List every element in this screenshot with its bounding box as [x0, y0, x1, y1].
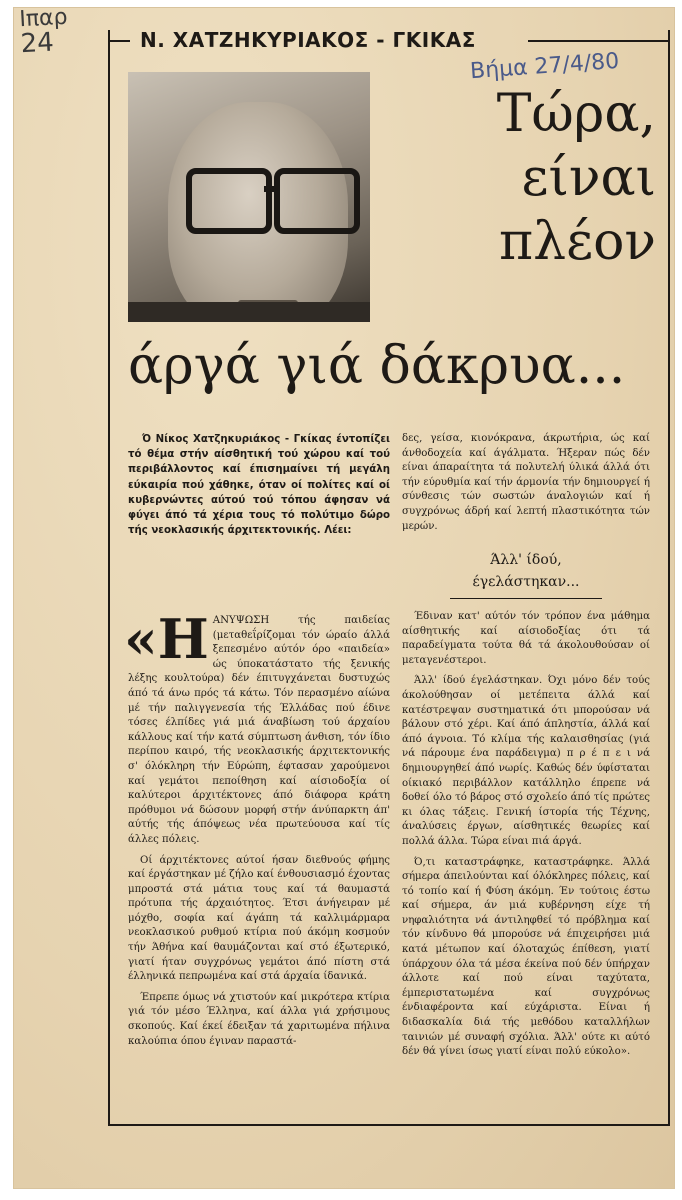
body-paragraph-3: Έπρεπε όμως νά χτιστούν καί μικρότερα κτίρια γιά τόν μέσο Έλληνα, καί άλλα γιά χρήσιμους σκοπούς. Καί έκεί έδειξαν τά χαριτωμένα πήλινα καλούπια όπου έγιναν παραστά-: [128, 991, 390, 1047]
subheading-rule: [450, 598, 602, 599]
subheading-line-2: έγελάστηκαν...: [472, 574, 580, 590]
right-paragraph-1: Έδιναν κατ' αύτόν τόν τρόπον ένα μάθημα αίσθητικής καί αίσιοδοξίας ότι τά παραδείγματα τούτα θά τά άκολουθούσαν οί μεταγενέστεροι.: [402, 611, 650, 666]
intro-paragraph: Ό Νίκος Χατζηκυριάκος - Γκίκας έντοπίζει τό θέμα στήν αίσθητική τού χώρου καί τού περιβάλλοντος καί έπισημαίνει τή μεγάλη εύκαιρία πού χάθηκε, όταν οί πολίτες καί οί κυβερνώντες αύτού τού τόπου άφησαν νά φύγει άπό τά χέρια τους τό πολύτιμο δώρο τής νεοκλασικής άρχιτεκτονικής. Λέει:: [128, 434, 390, 537]
archive-number: 24: [19, 27, 55, 60]
article-intro: [128, 432, 390, 544]
author-portrait-photo: [128, 72, 370, 322]
headline-main: [416, 82, 656, 274]
author-byline: Ν. ΧΑΤΖΗΚΥΡΙΑΚΟΣ - ΓΚΙΚΑΣ: [140, 28, 476, 52]
headline-line-2: είναι: [521, 148, 656, 208]
archive-margin-note: [18, 4, 70, 60]
right-top-paragraph: δες, γείσα, κιονόκρανα, άκρωτήρια, ώς καί άνθοδοχεία καί άγάλματα. Ήξεραν πώς δέν είναι άπαραίτητα τά πολυτελή ύλικά άλλά ότι τήν εύρυθμία καί τήν άρμονία τήν δημιουργεί ή σύνθεσις τών σωστών άναλογιών καί ή συγχρόνως άδρή καί λεπτή πλαστικότητα τών μερών.: [402, 433, 650, 532]
subheading-line-1: Άλλ' ίδού,: [490, 552, 562, 568]
right-column-top: [402, 432, 650, 540]
left-column: [124, 607, 390, 1055]
handwritten-source-date: Βήμα 27/4/80: [469, 48, 621, 85]
body-paragraph-2: Οί άρχιτέκτονες αύτοί ήσαν διεθνούς φήμης καί έργάστηκαν μέ ζήλο καί ένθουσιασμό έχοντας μπροστά στά μάτια τους καί τά θαυμαστά πρότυπα τής άρχαιότητος. Έτσι άνήγειραν μέ μόχθο, σοφία καί άγάπη τά καλλιμάρμαρα νεοκλασικού ρυθμού κτίρια πού άκόμη κοσμούν τήν Άθήνα καί θαυμάζονται καί στό έξωτερικό, γιατί ήταν συγχρόνως γεμάτοι άπό πίστη στά έλληνικά πεπρωμένα καί στά άρχαία ίδανικά.: [128, 854, 390, 983]
right-paragraph-3: Ό,τι καταστράφηκε, καταστράφηκε. Άλλά σήμερα άπειλούνται καί όλόκληρες πόλεις, καί τό τοπίο καί ή Φύση άκόμη. Έν τούτοις έστω καί σήμερα, άν μιά κυβέρνηση είχε τή νηφαλιότητα νά άντιληφθεί τό πρόβλημα καί τόν κίνδυνο θά μπορούσε νά έπιχειρήσει μιά κατά μέτωπον καί όλοταχώς έπίθεση, γιατί ύπάρχουν όλα τά μέσα έκείνα πού δέν ύπήρχαν άλλοτε καί πού είναι ταχύτατα, έμπεριστατωμένα καί συγχρόνως ένδιαφέροντα καί εύχάριστα. Είναι ή διδασκαλία διά τής μεθόδου καταλλήλων ταινιών μέ συναφή σχόλια. Άλλ' ούτε κι αύτό δέν θά γίνει ίσως γιατί είναι πολύ εύκολο».: [402, 856, 650, 1058]
headline-line-1: Τώρα,: [496, 84, 656, 144]
headline-line-4: άργά γιά δάκρυα...: [128, 336, 626, 396]
right-paragraph-2: Άλλ' ίδού έγελάστηκαν. Όχι μόνο δέν τούς άκολούθησαν οί μετέπειτα άλλά καί κατέστρεψαν συστηματικά ότι μπορούσαν νά βάλουν στό χέρι. Καί άπό άπληστία, άλλά καί άπό άγνοια. Τό κλίμα τής καλαισθησίας (γιά νά πάρουμε ένα παράδειγμα) π ρ έ π ε ι νά δημιουργηθεί άπό νωρίς. Καθώς δέν ύφίσταται οίκιακό περιβάλλον κατάλληλο έπρεπε νά δοθεί όλο τό βάρος στό σχολείο άπό τίς πρώτες κι όλας τάξεις. Γενική ίστορία τής Τέχνης, άναλύσεις έργων, αίσθητικές θεωρίες καί πολλά άλλα. Τώρα είναι πιά άργά.: [402, 675, 650, 847]
headline-line-3: πλέον: [499, 212, 656, 272]
archive-code: Ιπαρ: [18, 4, 69, 33]
right-column: [402, 610, 650, 1066]
drop-cap: «Η: [124, 607, 209, 671]
body-paragraph-1: «ΗΑΝΥΨΩΣΗ τής παιδείας (μεταθεΐρίζομαι τόν ώραίο άλλά ξεπεσμένο αύτόν όρο «παιδεία» ώς ύποκατάστατο τής ξενικής λέξης κουλτούρα) δέν έπιτυγχάνεται δυστυχώς άπό τά άνω πρός τά κάτω. Τόν περασμένο αίώνα μέ τήν παλιγγενεσία τής Έλλάδας πού έδινε τόσες έλπίδες γιά μιά άναβίωση τού άρχαίου κάλλους καί τήν κατά σύμπτωση άνθιση, τόν ίδιο περίπου καιρό, τής νεοκλασικής άρχιτεκτονικής σ' όλόκληρη τήν Εύρώπη, έφτασαν χαρούμενοι καί γεμάτοι πεποίθηση καί αίσιοδοξία οί καλύτεροι άρχιτέκτονες άπό διάφορα κράτη πρόθυμοι νά δώσουν μορφή στήν άνύπαρκτη άπ' αύτής τής άπόψεως νέα πρωτεύουσα καί τίς άλλες πόλεις.: [124, 607, 390, 845]
